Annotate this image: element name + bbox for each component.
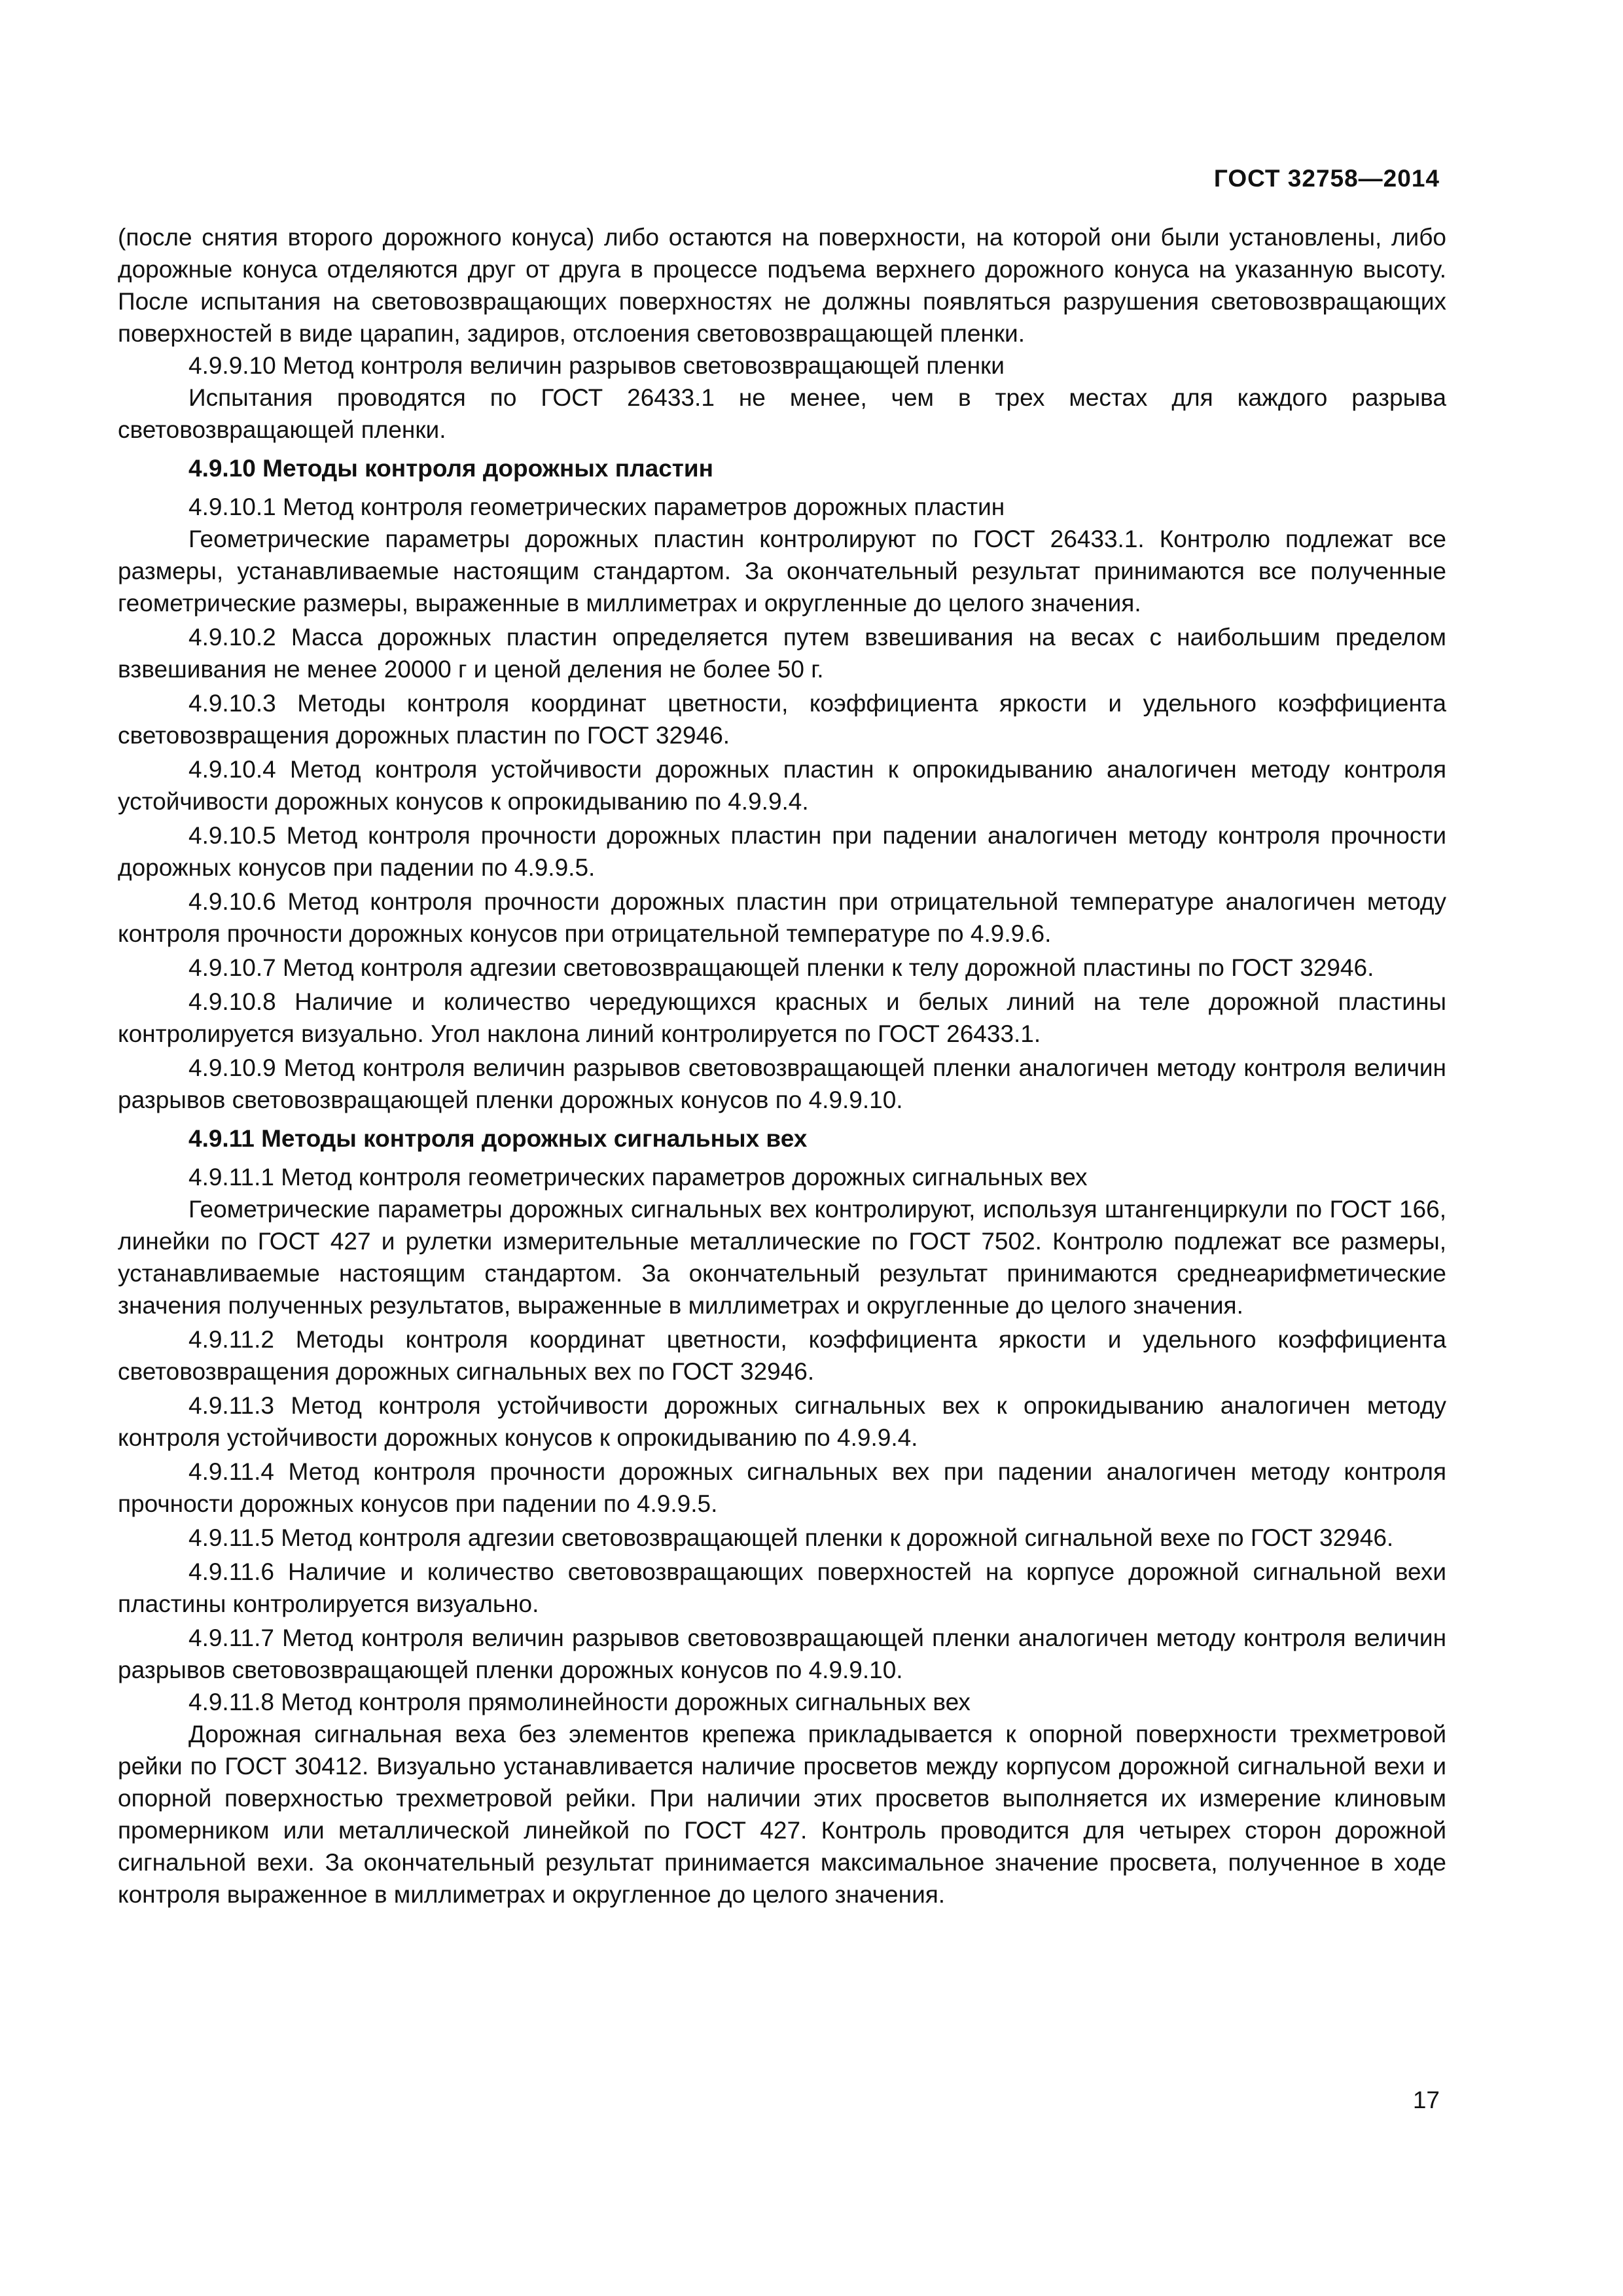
paragraph: Геометрические параметры дорожных сигнальных вех контролируют, используя штангенциркули по ГОСТ 166, линейки по ГОСТ 427 и рулетки измерительные металлические по ГОСТ 7502. Контролю подлежат все размеры, устанавливаемые настоящим стандартом. За окончательный результат принимаются среднеарифметические значения полученных результатов, выраженные в миллиметрах и округленные до целого значения.	[118, 1196, 1446, 1319]
paragraph: Геометрические параметры дорожных пластин контролируют по ГОСТ 26433.1. Контролю подлежат все размеры, устанавливаемые настоящим стандартом. За окончательный результат принимаются все полученные геометрические размеры, выраженные в миллиметрах и округленные до целого значения.	[118, 526, 1446, 617]
paragraph: Испытания проводятся по ГОСТ 26433.1 не менее, чем в трех местах для каждого разрыва световозвращающей пленки.	[118, 384, 1446, 443]
paragraph: 4.9.10.2 Масса дорожных пластин определяется путем взвешивания на весах с наибольшим пределом взвешивания не менее 20000 г и ценой деления не более 50 г.	[118, 624, 1446, 683]
paragraph: 4.9.10.7 Метод контроля адгезии световозвращающей пленки к телу дорожной пластины по ГОСТ 32946.	[188, 954, 1374, 981]
paragraph: 4.9.11.4 Метод контроля прочности дорожных сигнальных вех при падении аналогичен методу контроля прочности дорожных конусов при падении по 4.9.9.5.	[118, 1458, 1446, 1517]
paragraph: 4.9.11.2 Методы контроля координат цветности, коэффициента яркости и удельного коэффициента световозвращения дорожных сигнальных вех по ГОСТ 32946.	[118, 1326, 1446, 1385]
paragraph: 4.9.10.4 Метод контроля устойчивости дорожных пластин к опрокидыванию аналогичен методу контроля устойчивости дорожных конусов к опрокидыванию по 4.9.9.4.	[118, 756, 1446, 815]
document-code: ГОСТ 32758—2014	[1213, 165, 1440, 192]
paragraph: 4.9.11.8 Метод контроля прямолинейности дорожных сигнальных вех	[188, 1689, 971, 1715]
section-heading: 4.9.11 Методы контроля дорожных сигнальных вех	[188, 1125, 808, 1152]
page-number: 17	[1412, 2087, 1440, 2113]
paragraph: 4.9.11.7 Метод контроля величин разрывов световозвращающей пленки аналогичен методу контроля величин разрывов световозвращающей пленки дорожных конусов по 4.9.9.10.	[118, 1624, 1446, 1683]
paragraph: 4.9.11.6 Наличие и количество световозвращающих поверхностей на корпусе дорожной сигнальной вехи пластины контролируется визуально.	[118, 1558, 1446, 1617]
paragraph: 4.9.10.6 Метод контроля прочности дорожных пластин при отрицательной температуре аналогичен методу контроля прочности дорожных конусов при отрицательной температуре по 4.9.9.6.	[118, 888, 1446, 947]
paragraph: 4.9.10.5 Метод контроля прочности дорожных пластин при падении аналогичен методу контроля прочности дорожных конусов при падении по 4.9.9.5.	[118, 822, 1446, 881]
paragraph: 4.9.10.8 Наличие и количество чередующихся красных и белых линий на теле дорожной пластины контролируется визуально. Угол наклона линий контролируется по ГОСТ 26433.1.	[118, 988, 1446, 1047]
paragraph: 4.9.10.3 Методы контроля координат цветности, коэффициента яркости и удельного коэффициента световозвращения дорожных пластин по ГОСТ 32946.	[118, 690, 1446, 749]
paragraph: (после снятия второго дорожного конуса) либо остаются на поверхности, на которой они были установлены, либо дорожные конуса отделяются друг от друга в процессе подъема верхнего дорожного конуса на указанную высоту. После испытания на световозвращающих поверхностях не должны появляться разрушения световозвращающих поверхностей в виде царапин, задиров, отслоения световозвращающей пленки.	[118, 224, 1446, 347]
paragraph: 4.9.10.1 Метод контроля геометрических параметров дорожных пластин	[188, 493, 1005, 520]
section-heading: 4.9.10 Методы контроля дорожных пластин	[188, 455, 713, 482]
page-body	[118, 221, 1446, 1910]
paragraph: 4.9.11.5 Метод контроля адгезии световозвращающей пленки к дорожной сигнальной вехе по ГОСТ 32946.	[188, 1524, 1394, 1551]
paragraph: 4.9.11.1 Метод контроля геометрических параметров дорожных сигнальных вех	[188, 1164, 1088, 1191]
paragraph: 4.9.9.10 Метод контроля величин разрывов световозвращающей пленки	[188, 352, 1005, 379]
paragraph: Дорожная сигнальная веха без элементов крепежа прикладывается к опорной поверхности трехметровой рейки по ГОСТ 30412. Визуально устанавливается наличие просветов между корпусом дорожной сигнальной вехи и опорной поверхностью трехметровой рейки. При наличии этих просветов выполняется их измерение клиновым промерником или металлической линейкой по ГОСТ 427. Контроль проводится для четырех сторон дорожной сигнальной вехи. За окончательный результат принимается максимальное значение просвета, полученное в ходе контроля выраженное в миллиметрах и округленное до целого значения.	[118, 1721, 1446, 1908]
paragraph: 4.9.10.9 Метод контроля величин разрывов световозвращающей пленки аналогичен методу контроля величин разрывов световозвращающей пленки дорожных конусов по 4.9.9.10.	[118, 1054, 1446, 1113]
paragraph: 4.9.11.3 Метод контроля устойчивости дорожных сигнальных вех к опрокидыванию аналогичен методу контроля устойчивости дорожных конусов к опрокидыванию по 4.9.9.4.	[118, 1392, 1446, 1451]
